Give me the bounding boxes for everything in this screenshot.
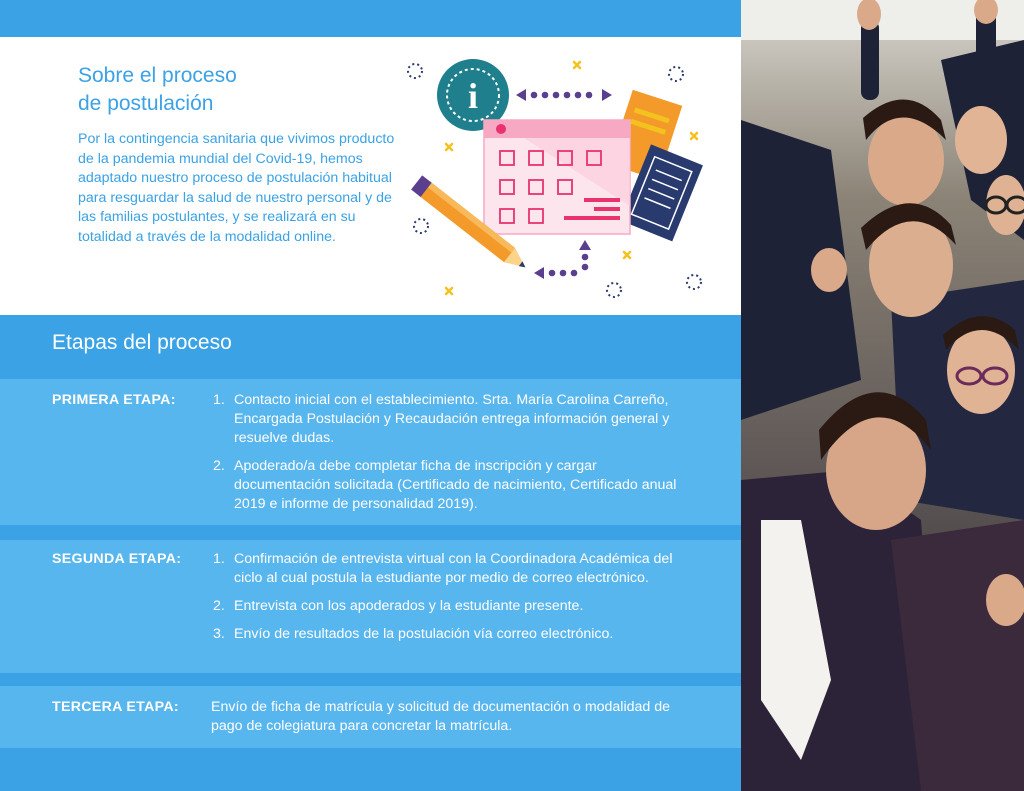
list-item — [213, 597, 693, 616]
intro-title-line2: de postulación — [78, 92, 214, 115]
list-number: 1. — [213, 392, 225, 408]
stage-third-label: TERCERA ETAPA: — [52, 699, 179, 715]
list-item — [213, 550, 693, 588]
info-glyph: i — [467, 76, 479, 116]
stage-first-label: PRIMERA ETAPA: — [52, 392, 176, 408]
list-number: 1. — [213, 551, 225, 567]
calendar-icon — [484, 120, 630, 234]
stage-first-list — [213, 391, 693, 523]
intro-title-line1: Sobre el proceso — [78, 64, 237, 87]
arrow-icon — [516, 89, 612, 101]
list-number: 2. — [213, 598, 225, 614]
stage-third — [0, 686, 741, 748]
stage-first — [0, 379, 741, 525]
stage-second-list — [213, 550, 693, 653]
list-item — [213, 625, 693, 644]
divider-band — [0, 525, 741, 540]
intro-body: Por la contingencia sanitaria que vivimos producto de la pandemia mundial del Covid-19, hemos adaptado nuestro proceso de postulación habitual para resguardar la salud de nuestro personal y de las familias postulantes, y se realizará en su totalidad a través de la modalidad online. — [78, 131, 395, 245]
stages-header — [0, 315, 741, 379]
top-band — [0, 0, 741, 37]
list-text: Entrevista con los apoderados y la estudiante presente. — [234, 598, 584, 614]
list-text: Apoderado/a debe completar ficha de inscripción y cargar documentación solicitada (Certificado de nacimiento, Certificado anual 2019 e informe de personalidad 2019). — [234, 458, 677, 512]
list-text: Envío de resultados de la postulación vía correo electrónico. — [234, 626, 614, 642]
intro-title — [78, 62, 378, 118]
list-item — [213, 457, 693, 514]
list-item — [213, 391, 693, 448]
illustration — [404, 56, 716, 304]
stages-title: Etapas del proceso — [52, 331, 232, 354]
bottom-band — [0, 748, 741, 791]
list-number: 3. — [213, 626, 225, 642]
stage-third-text: Envío de ficha de matrícula y solicitud de documentación o modalidad de pago de colegiatura para concretar la matrícula. — [211, 699, 671, 734]
stage-second — [0, 540, 741, 673]
students-photo — [741, 0, 1024, 791]
list-text: Confirmación de entrevista virtual con la Coordinadora Académica del ciclo al cual postula la estudiante por medio de correo electrónico. — [234, 551, 673, 586]
return-arrow-icon — [534, 240, 591, 279]
stage-second-label: SEGUNDA ETAPA: — [52, 551, 182, 567]
list-number: 2. — [213, 458, 225, 474]
list-text: Contacto inicial con el establecimiento. Srta. María Carolina Carreño, Encargada Postulación y Recaudación entrega información general y resuelve dudas. — [234, 392, 670, 446]
divider-band — [0, 673, 741, 686]
